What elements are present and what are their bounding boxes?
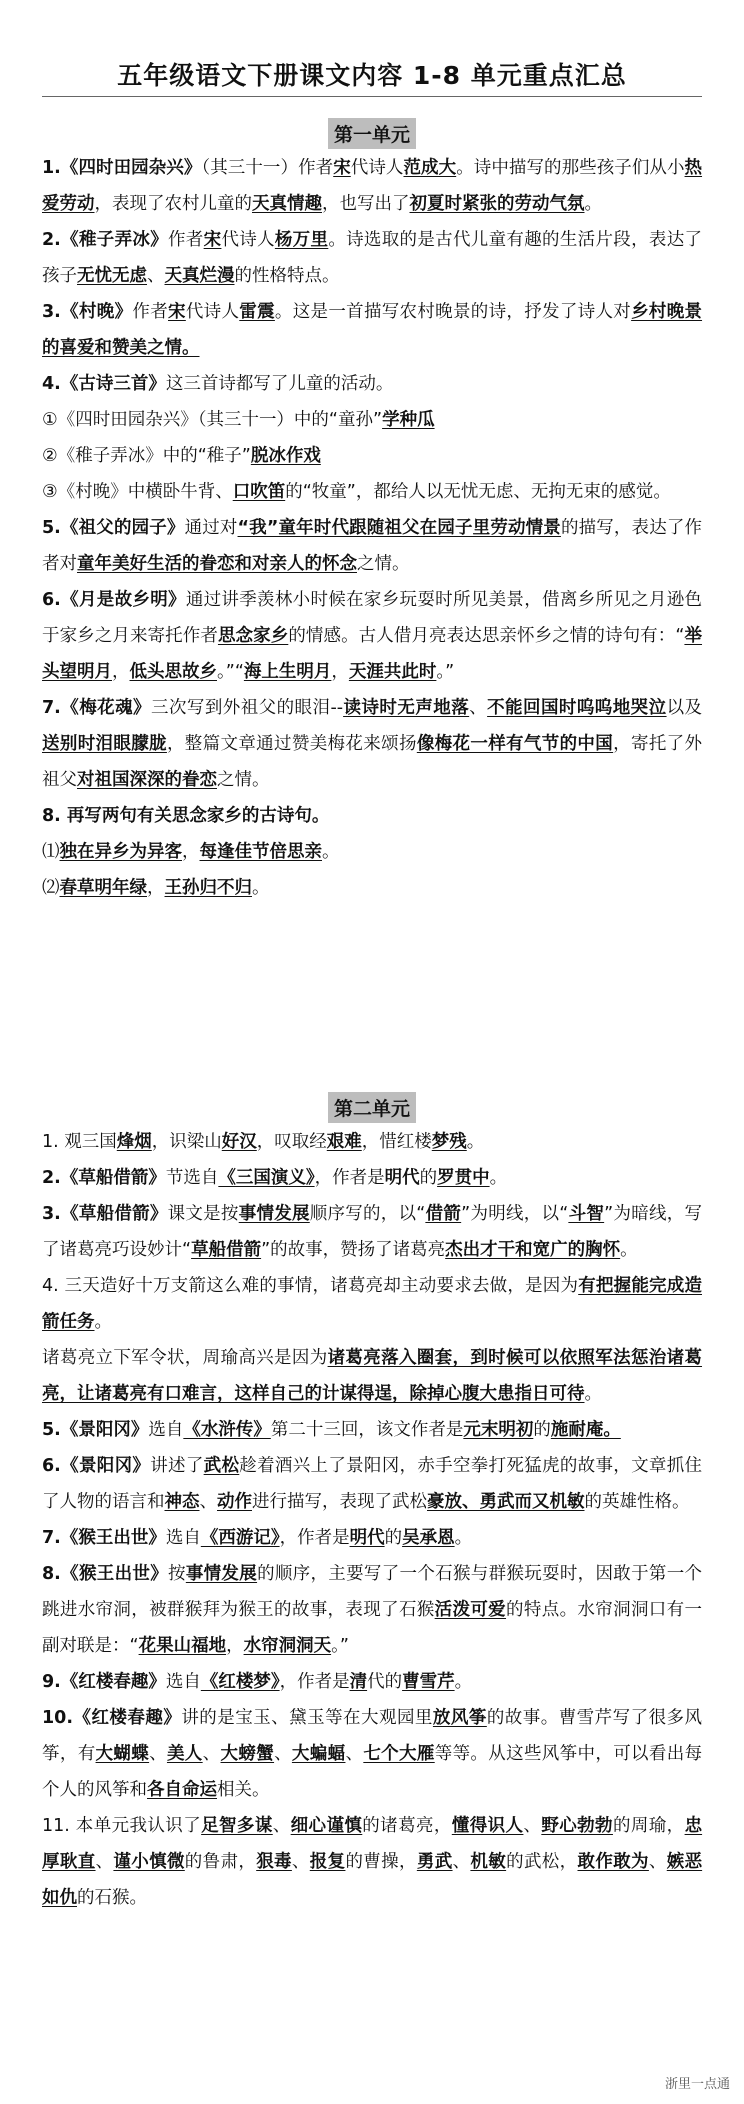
text-run: 3. xyxy=(42,302,61,322)
key-point: 不能回国时呜呜地哭泣 xyxy=(487,698,667,718)
key-point: 斗智 xyxy=(568,1204,605,1224)
text-run: 明代 xyxy=(384,1168,420,1188)
paragraph xyxy=(42,1268,702,1340)
text-run: 选自 xyxy=(165,1672,201,1692)
text-run: ， xyxy=(112,662,130,682)
key-point: 大螃蟹 xyxy=(220,1744,275,1764)
text-run: 1. 观三国 xyxy=(42,1132,117,1152)
text-run: ， xyxy=(182,842,200,862)
text-run: ，作者是 xyxy=(279,1528,350,1548)
text-run: 11. 本单元我认识了 xyxy=(42,1816,202,1836)
text-run: 《草船借箭》 xyxy=(60,1204,168,1224)
paragraph xyxy=(42,1196,702,1268)
text-run: 《祖父的园子》 xyxy=(60,518,185,538)
page-title: 五年级语文下册课文内容 1-8 单元重点汇总 xyxy=(117,61,627,90)
text-run: 、 xyxy=(199,1492,217,1512)
text-run: 8. xyxy=(42,1564,61,1584)
text-run: ”为明线，以“ xyxy=(461,1204,569,1224)
text-run: 代诗人 xyxy=(185,302,240,322)
text-run: 5. xyxy=(42,1420,61,1440)
key-point: 豪放、勇武而又机敏 xyxy=(427,1492,585,1512)
text-run: 代诗人 xyxy=(350,158,404,178)
text-run: 节选自 xyxy=(165,1168,219,1188)
text-run: 的 xyxy=(419,1168,438,1188)
key-point: 天真情趣 xyxy=(252,194,322,214)
key-point: 元末明初 xyxy=(463,1420,534,1440)
key-point: 初夏时紧张的劳动气氛 xyxy=(409,194,585,214)
text-run: 《景阳冈》 xyxy=(60,1420,149,1440)
key-point: 读诗时无声地落 xyxy=(343,698,470,718)
text-run: 的特点。水帘洞洞口有一副对联是：“ xyxy=(42,1600,703,1656)
key-point: 宋 xyxy=(333,158,351,178)
text-run: 、 xyxy=(345,1744,364,1764)
text-run: 。”“ xyxy=(217,662,244,682)
text-run: 的曹操， xyxy=(345,1852,417,1872)
key-point: 花果山福地 xyxy=(138,1636,227,1656)
text-run: 第二十三回，该文作者是 xyxy=(270,1420,464,1440)
key-point: 《三国演义》 xyxy=(218,1168,315,1188)
key-point: 举头望明月 xyxy=(42,626,703,682)
text-run: 、 xyxy=(523,1816,542,1836)
key-point: 好汉 xyxy=(221,1132,257,1152)
text-run: 。诗选取的是古代儿童有趣的生活片段，表达了孩子 xyxy=(42,230,703,286)
text-run: 。” xyxy=(436,662,455,682)
key-point: 明代 xyxy=(349,1528,385,1548)
text-run: 通过对 xyxy=(184,518,238,538)
text-run: ，叹取经 xyxy=(256,1132,327,1152)
text-run: ，作者是 xyxy=(279,1672,350,1692)
paragraph xyxy=(42,1340,702,1412)
key-point: 嫉恶如仇 xyxy=(42,1852,703,1908)
text-run: 顺序写的，以“ xyxy=(309,1204,426,1224)
text-run: 的描写，表达了作者对 xyxy=(42,518,703,574)
text-run: 4. 三天造好十万支箭这么难的事情，诸葛亮却主动要求去做，是因为 xyxy=(42,1276,579,1296)
key-point: 大蝴蝶 xyxy=(95,1744,150,1764)
key-point: 《红楼梦》 xyxy=(200,1672,280,1692)
key-point: 勇武 xyxy=(416,1852,453,1872)
text-run: 。 xyxy=(322,842,340,862)
text-run: 、 xyxy=(149,1744,167,1764)
key-point: 每逢佳节倍思亲 xyxy=(199,842,322,862)
text-run: 相关。 xyxy=(217,1780,270,1800)
paragraph xyxy=(42,870,702,906)
key-point: 水帘洞洞天 xyxy=(243,1636,332,1656)
paragraph xyxy=(42,366,702,402)
key-point: 《水浒传》 xyxy=(183,1420,271,1440)
paragraph xyxy=(42,222,702,294)
text-run: 。 xyxy=(584,1384,602,1404)
key-point: 艰难 xyxy=(326,1132,362,1152)
key-point: 美人 xyxy=(166,1744,203,1764)
text-run: 、 xyxy=(648,1852,667,1872)
text-run: 这三首诗都写了儿童的活动。 xyxy=(165,374,394,394)
text-run: 《稚子弄冰》 xyxy=(60,230,168,250)
text-run: ”的故事，赞扬了诸葛亮 xyxy=(261,1240,446,1260)
text-run: 的石猴。 xyxy=(77,1888,147,1908)
text-run: 讲的是宝玉、黛玉等在大观园里 xyxy=(181,1708,433,1728)
key-point: 脱冰作戏 xyxy=(250,446,321,466)
key-point: “我”童年时代跟随祖父在园子里劳动情景 xyxy=(237,518,561,538)
key-point: 放风筝 xyxy=(432,1708,487,1728)
unit-heading-label: 第二单元 xyxy=(328,1092,416,1123)
watermark-text: 浙里一点通 xyxy=(664,2077,730,2092)
text-run: ⑴ xyxy=(42,842,60,862)
text-run: 的“牧童”，都给人以无忧无虑、无拘无束的感觉。 xyxy=(285,482,671,502)
key-point: 《西游记》 xyxy=(200,1528,280,1548)
text-run: 的性格特点。 xyxy=(234,266,340,286)
text-run: ，惜红楼 xyxy=(361,1132,432,1152)
text-run: 《猴王出世》 xyxy=(60,1528,166,1548)
key-point: 烽烟 xyxy=(116,1132,152,1152)
text-run: 三次写到外祖父的眼泪-- xyxy=(151,698,344,718)
key-point: 宋 xyxy=(168,302,186,322)
text-run: ①《四时田园杂兴》（其三十一）中的“童孙” xyxy=(42,410,383,430)
text-run: ，整篇文章通过赞美梅花来颂扬 xyxy=(166,734,417,754)
text-run: 的周瑜， xyxy=(612,1816,685,1836)
text-run: 3. xyxy=(42,1204,61,1224)
text-run: 《景阳冈》 xyxy=(60,1456,151,1476)
unit-2-content xyxy=(42,1124,702,1916)
text-run: 之情。 xyxy=(217,770,270,790)
key-point: 有把握能完成造箭任务 xyxy=(42,1276,702,1332)
text-run: 1. xyxy=(42,158,61,178)
paragraph xyxy=(42,402,702,438)
key-point: 童年美好生活的眷恋和对亲人的怀念 xyxy=(77,554,357,574)
paragraph xyxy=(42,798,702,834)
paragraph xyxy=(42,1664,702,1700)
text-run: 的 xyxy=(384,1528,403,1548)
key-point: 足智多谋 xyxy=(201,1816,273,1836)
text-run: 的顺序，主要写了一个石猴与群猴玩耍时，因敢于第一个跳进水帘洞，被群猴拜为猴王的故事，表现了石猴 xyxy=(42,1564,703,1620)
paragraph xyxy=(42,510,702,582)
key-point: 机敏 xyxy=(470,1852,507,1872)
text-run: 。 xyxy=(454,1528,473,1548)
unit-heading-1 xyxy=(0,118,744,149)
text-run: 选自 xyxy=(148,1420,184,1440)
paragraph xyxy=(42,1700,702,1808)
paragraph xyxy=(42,1808,702,1916)
text-run: 代的 xyxy=(367,1672,403,1692)
key-point: 口吹笛 xyxy=(232,482,286,502)
key-point: 谨小慎微 xyxy=(113,1852,185,1872)
text-run: ③《村晚》中横卧牛背、 xyxy=(42,482,233,502)
key-point: 无忧无虑 xyxy=(77,266,147,286)
text-run: 作者 xyxy=(132,302,169,322)
unit-heading-label: 第一单元 xyxy=(328,118,416,149)
text-run: 10. xyxy=(42,1708,74,1728)
text-run: 。这是一首描写农村晚景的诗，抒发了诗人对 xyxy=(274,302,632,322)
key-point: 雷震 xyxy=(239,302,275,322)
key-point: 大蝙蝠 xyxy=(291,1744,346,1764)
key-point: 杰出才干和宽广的胸怀 xyxy=(445,1240,621,1260)
text-run: 《古诗三首》 xyxy=(60,374,166,394)
key-point: 天真烂漫 xyxy=(164,266,235,286)
key-point: 王孙归不归 xyxy=(164,878,252,898)
key-point: 思念家乡 xyxy=(217,626,289,646)
key-point: 海上生明月 xyxy=(243,662,332,682)
key-point: 细心谨慎 xyxy=(290,1816,363,1836)
text-run: 作者 xyxy=(168,230,204,250)
key-point: 热爱劳动 xyxy=(42,158,703,214)
text-run: 、 xyxy=(272,1816,291,1836)
key-point: 草船借箭 xyxy=(191,1240,262,1260)
text-run: ， xyxy=(331,662,349,682)
key-point: 学种瓜 xyxy=(382,410,435,430)
key-point: 狠毒 xyxy=(256,1852,292,1872)
key-point: 范成大 xyxy=(403,158,457,178)
text-run: 的武松， xyxy=(506,1852,578,1872)
key-point: 施耐庵。 xyxy=(550,1420,621,1440)
key-point: 敢作敢为 xyxy=(577,1852,649,1872)
text-run: ， xyxy=(226,1636,244,1656)
text-run: 。” xyxy=(331,1636,349,1656)
text-run: 的故事。曹雪芹写了很多风筝，有 xyxy=(42,1708,703,1764)
text-run: ⑵ xyxy=(42,878,60,898)
text-run: 按 xyxy=(168,1564,186,1584)
text-run: 5. xyxy=(42,518,61,538)
key-point: 清 xyxy=(349,1672,368,1692)
text-run: 4. xyxy=(42,374,61,394)
key-point: 低头思故乡 xyxy=(129,662,217,682)
text-run: 《村晚》 xyxy=(60,302,133,322)
text-run: 。 xyxy=(620,1240,638,1260)
title-divider xyxy=(42,96,702,97)
text-run: 通过讲季羡林小时候在家乡玩耍时所见美景，借离乡所见之月逊色于家乡之月来寄托作者 xyxy=(42,590,702,646)
text-run: （其三十一）作者 xyxy=(201,158,334,178)
key-point: 七个大雁 xyxy=(363,1744,435,1764)
key-point: 各自命运 xyxy=(147,1780,217,1800)
text-run: 课文是按 xyxy=(167,1204,239,1224)
text-run: 7. xyxy=(42,1528,61,1548)
key-point: 独在异乡为异客 xyxy=(59,842,182,862)
paragraph xyxy=(42,1556,702,1664)
key-point: 杨万里 xyxy=(274,230,329,250)
unit-1-content xyxy=(42,150,702,906)
key-point: 懂得识人 xyxy=(451,1816,524,1836)
text-run: 、 xyxy=(147,266,165,286)
text-run: ”为暗线，写了诸葛亮巧设妙计“ xyxy=(42,1204,703,1260)
paragraph xyxy=(42,690,702,798)
paragraph xyxy=(42,1412,702,1448)
text-run: 的诸葛亮， xyxy=(362,1816,452,1836)
text-run: 讲述了 xyxy=(150,1456,204,1476)
key-point: 对祖国深深的眷恋 xyxy=(77,770,217,790)
text-run: 的英雄性格。 xyxy=(584,1492,690,1512)
paragraph xyxy=(42,1520,702,1556)
text-run: 。 xyxy=(466,1132,485,1152)
paragraph xyxy=(42,834,702,870)
key-point: 武松 xyxy=(203,1456,240,1476)
paragraph xyxy=(42,150,702,222)
paragraph xyxy=(42,294,702,366)
text-run: 。诗中描写的那些孩子们从小 xyxy=(456,158,685,178)
paragraph xyxy=(42,582,702,690)
text-run: 《梅花魂》 xyxy=(60,698,151,718)
paragraph xyxy=(42,438,702,474)
text-run: ，识梁山 xyxy=(151,1132,222,1152)
key-point: 忠厚耿直 xyxy=(42,1816,703,1872)
text-run: ，寄托了外祖父 xyxy=(42,734,703,790)
text-run: 。 xyxy=(489,1168,508,1188)
text-run: 、 xyxy=(95,1852,114,1872)
key-point: 曹雪芹 xyxy=(402,1672,455,1692)
text-run: 《月是故乡明》 xyxy=(60,590,186,610)
text-run: 。 xyxy=(454,1672,473,1692)
text-run: 的鲁肃， xyxy=(184,1852,257,1872)
text-run: 的 xyxy=(533,1420,551,1440)
unit-heading-2 xyxy=(0,1092,744,1123)
text-run: 以及 xyxy=(666,698,703,718)
text-run: 趁着酒兴上了景阳冈，赤手空拳打死猛虎的故事，文章抓住了人物的语言和 xyxy=(42,1456,703,1512)
key-point: 乡村晚景的喜爱和赞美之情。 xyxy=(42,302,703,358)
text-run: 6. xyxy=(42,1456,61,1476)
key-point: 梦残 xyxy=(431,1132,467,1152)
text-run: ， xyxy=(147,878,165,898)
key-point: 事情发展 xyxy=(238,1204,310,1224)
text-run: 代诗人 xyxy=(221,230,275,250)
key-point: 诸葛亮落入圈套，到时候可以依照军法惩治诸葛亮，让诸葛亮有口难言，这样自己的计谋得逞，除掉心腹大患指日可待 xyxy=(42,1348,703,1404)
text-run: 。 xyxy=(584,194,602,214)
text-run: 选自 xyxy=(165,1528,201,1548)
paragraph xyxy=(42,1160,702,1196)
text-run: ②《稚子弄冰》中的“稚子” xyxy=(42,446,251,466)
text-run: 之情。 xyxy=(357,554,410,574)
key-point: 活泼可爱 xyxy=(434,1600,507,1620)
key-point: 春草明年绿 xyxy=(59,878,147,898)
text-run: 、 xyxy=(274,1744,292,1764)
text-run: 、 xyxy=(202,1744,221,1764)
text-run: 《草船借箭》 xyxy=(60,1168,166,1188)
key-point: 事情发展 xyxy=(185,1564,258,1584)
key-point: 吴承恩 xyxy=(402,1528,455,1548)
text-run: 7. xyxy=(42,698,61,718)
text-run: 的情感。古人借月亮表达思亲怀乡之情的诗句有：“ xyxy=(288,626,685,646)
text-run: 2. xyxy=(42,1168,61,1188)
text-run: 。 xyxy=(94,1312,112,1332)
text-run: 《红楼春趣》 xyxy=(73,1708,182,1728)
text-run: 《红楼春趣》 xyxy=(60,1672,166,1692)
text-run: 6. xyxy=(42,590,61,610)
text-run: 、 xyxy=(291,1852,310,1872)
text-run: ，作者是 xyxy=(314,1168,385,1188)
key-point: 神态 xyxy=(164,1492,200,1512)
paragraph xyxy=(42,474,702,510)
text-run: 、 xyxy=(469,698,488,718)
text-run: 、 xyxy=(452,1852,471,1872)
text-run: 。 xyxy=(252,878,270,898)
key-point: 报复 xyxy=(309,1852,346,1872)
paragraph xyxy=(42,1124,702,1160)
key-point: 动作 xyxy=(217,1492,252,1512)
text-run: 等等。从这些风筝中，可以看出每个人的风筝和 xyxy=(42,1744,703,1800)
text-run: 《四时田园杂兴》 xyxy=(60,158,202,178)
key-point: 送别时泪眼朦胧 xyxy=(42,734,167,754)
key-point: 像梅花一样有气节的中国 xyxy=(416,734,614,754)
key-point: 罗贯中 xyxy=(437,1168,490,1188)
key-point: 天涯共此时 xyxy=(348,662,437,682)
key-point: 野心勃勃 xyxy=(541,1816,613,1836)
text-run: 进行描写，表现了武松 xyxy=(252,1492,427,1512)
text-run: 8. 再写两句有关思念家乡的古诗句。 xyxy=(42,806,330,826)
key-point: 宋 xyxy=(203,230,222,250)
text-run: ，也写出了 xyxy=(322,194,410,214)
text-run: ，表现了农村儿童的 xyxy=(94,194,252,214)
text-run: 9. xyxy=(42,1672,61,1692)
text-run: 2. xyxy=(42,230,61,250)
text-run: 《猴王出世》 xyxy=(60,1564,168,1584)
text-run: 诸葛亮立下军令状，周瑜高兴是因为 xyxy=(42,1348,328,1368)
key-point: 借箭 xyxy=(425,1204,462,1224)
paragraph xyxy=(42,1448,702,1520)
